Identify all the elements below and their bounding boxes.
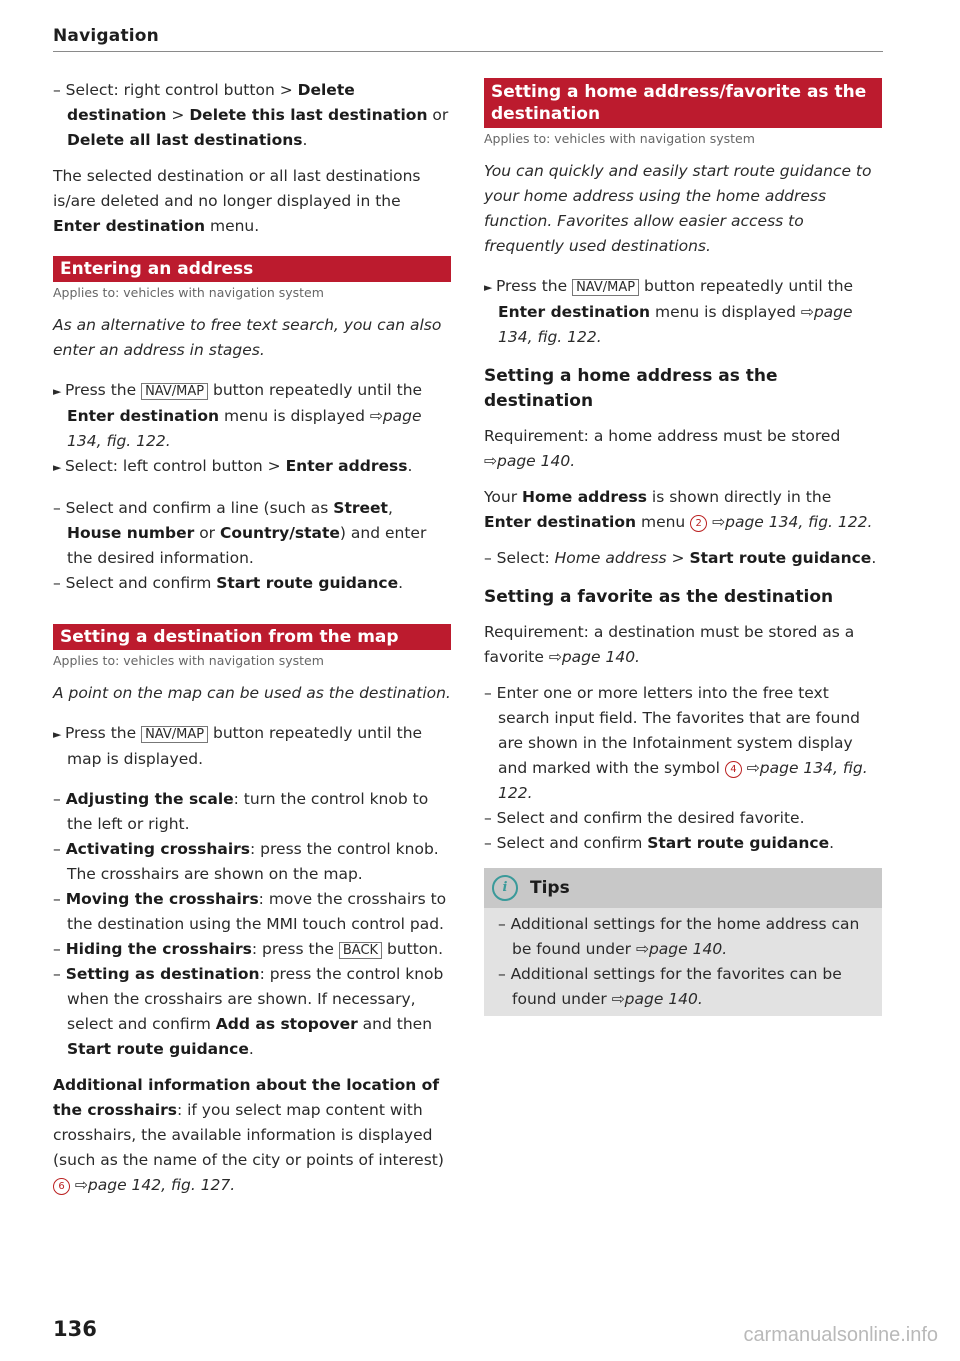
applies-to-note: Applies to: vehicles with navigation system xyxy=(484,131,755,146)
tips-title: Tips xyxy=(530,877,570,898)
section-heading-destination-from-map: Setting a destination from the map xyxy=(53,624,451,650)
tips-body xyxy=(484,908,882,1016)
subheading-favorite: Setting a favorite as the destination xyxy=(484,587,834,607)
step-start-guidance: – Select and confirm Start route guidance. xyxy=(484,834,835,852)
back-key: BACK xyxy=(339,942,382,959)
section-intro: As an alternative to free text search, you can also enter an address in stages. xyxy=(53,316,442,359)
step-press-nav-map: ► Press the NAV/MAP button repeatedly until the Enter destination menu is displayed ⇨page 134, fig. 122. xyxy=(484,277,854,346)
callout-number-icon: 4 xyxy=(725,761,742,778)
step-enter-letters: – Enter one or more letters into the free text search input field. The favorites that are found are shown in the Infotainment system display and marked with the symbol 4 ⇨page 134, fig. 122. xyxy=(484,684,868,802)
favorite-requirement: Requirement: a destination must be stored as a favorite ⇨page 140. xyxy=(484,623,855,666)
step-select-home-address: – Select: Home address > Start route guidance. xyxy=(484,549,877,567)
step-press-nav-map: ► Press the NAV/MAP button repeatedly until the Enter destination menu is displayed ⇨page 134, fig. 122. xyxy=(53,381,423,450)
step-start-guidance: – Select and confirm Start route guidance. xyxy=(53,574,404,592)
nav-map-key: NAV/MAP xyxy=(572,279,639,296)
nav-map-key: NAV/MAP xyxy=(141,726,208,743)
subheading-home-address: Setting a home address as the destination xyxy=(484,366,778,411)
tips-box xyxy=(484,868,882,1016)
step-enter-address: ► Select: left control button > Enter address. xyxy=(53,457,413,475)
step-activate-crosshairs: – Activating crosshairs: press the control knob. The crosshairs are shown on the map. xyxy=(53,840,439,883)
header-divider xyxy=(53,51,883,52)
section-intro: A point on the map can be used as the destination. xyxy=(53,684,451,702)
tip-home-address: – Additional settings for the home address can be found under ⇨page 140. xyxy=(498,915,860,958)
callout-number-icon: 2 xyxy=(690,515,707,532)
section-intro: You can quickly and easily start route guidance to your home address using the home address function. Favorites allow easier access to frequently used destinations. xyxy=(484,162,872,255)
step-move-crosshairs: – Moving the crosshairs: move the crosshairs to the destination using the MMI touch control pad. xyxy=(53,890,447,933)
info-icon: i xyxy=(492,875,518,901)
applies-to-note: Applies to: vehicles with navigation system xyxy=(53,653,324,668)
step-adjust-scale: – Adjusting the scale: turn the control knob to the left or right. xyxy=(53,790,429,833)
step-set-destination: – Setting as destination: press the control knob when the crosshairs are shown. If necessary, select and confirm Add as stopover and then Start route guidance. xyxy=(53,965,444,1058)
delete-destination-step: – Select: right control button > Delete destination > Delete this last destination or Delete all last destinations. xyxy=(53,81,449,149)
step-hide-crosshairs: – Hiding the crosshairs: press the BACK button. xyxy=(53,940,444,958)
page-number: 136 xyxy=(53,1317,97,1341)
home-address-requirement: Requirement: a home address must be stored ⇨page 140. xyxy=(484,427,841,470)
home-address-paragraph: Your Home address is shown directly in the Enter destination menu 2 ⇨page 134, fig. 122. xyxy=(484,488,873,531)
applies-to-note: Applies to: vehicles with navigation system xyxy=(53,285,324,300)
left-column xyxy=(53,78,451,1198)
step-select-line: – Select and confirm a line (such as Street, House number or Country/state) and enter the desired information. xyxy=(53,499,427,567)
nav-map-key: NAV/MAP xyxy=(141,383,208,400)
section-heading-home-favorite: Setting a home address/favorite as the destination xyxy=(484,78,882,128)
callout-number-icon: 6 xyxy=(53,1178,70,1195)
watermark: carmanualsonline.info xyxy=(743,1324,938,1346)
step-press-nav-map: ► Press the NAV/MAP button repeatedly until the map is displayed. xyxy=(53,724,423,768)
step-select-favorite: – Select and confirm the desired favorite. xyxy=(484,809,805,827)
page-header: Navigation xyxy=(53,26,159,46)
tip-favorites: – Additional settings for the favorites can be found under ⇨page 140. xyxy=(498,965,842,1008)
tips-header xyxy=(484,868,882,908)
section-heading-entering-address: Entering an address xyxy=(53,256,451,282)
delete-result-paragraph: The selected destination or all last destinations is/are deleted and no longer displayed in the Enter destination menu. xyxy=(53,167,421,235)
right-column xyxy=(484,78,882,1016)
crosshairs-info-paragraph: Additional information about the location of the crosshairs: if you select map content with crosshairs, the available information is displayed (such as the name of the city or points of interest) 6 ⇨page 142, fig. 127. xyxy=(53,1076,444,1194)
